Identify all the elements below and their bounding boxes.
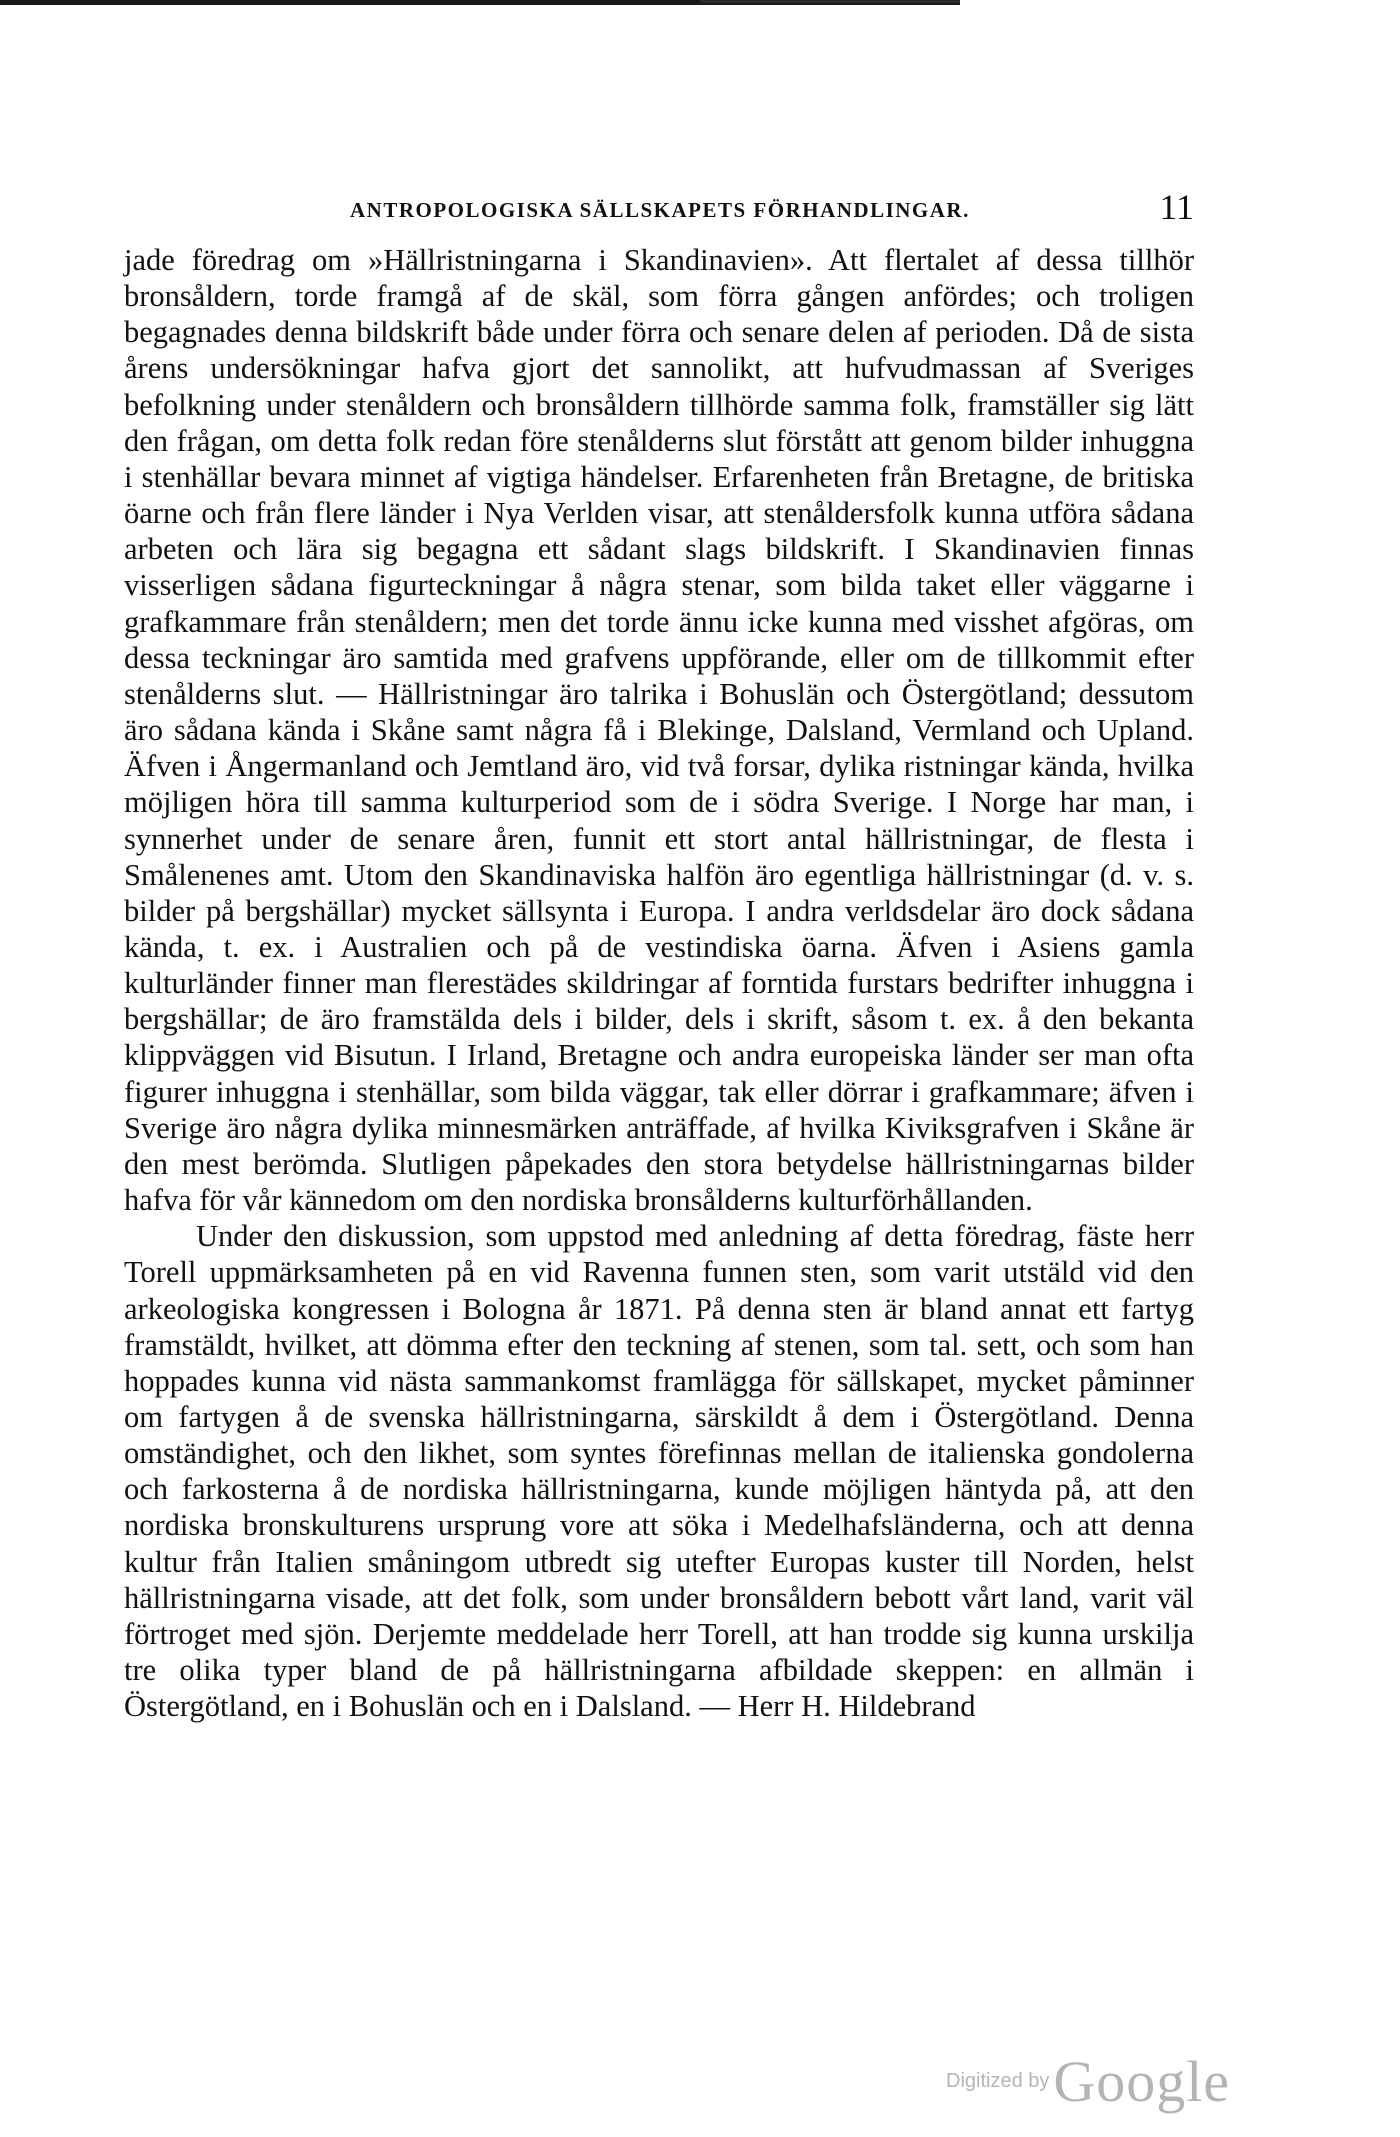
top-edge-rule-secondary <box>700 0 960 3</box>
running-head: ANTROPOLOGISKA SÄLLSKAPETS FÖRHANDLINGAR. <box>350 198 970 222</box>
paragraph-1: jade föredrag om »Hällristningarna i Skandinavien». Att flertalet af dessa tillhör bronsåldern, torde framgå af de skäl, som förra gången anfördes; och troligen begagnades denna bildskrift både under förra och senare delen af perioden. Då de sista årens undersökningar hafva gjort det sannolikt, att hufvudmassan af Sveriges befolkning under stenåldern och bronsåldern tillhörde samma folk, framställer sig lätt den frågan, om detta folk redan före stenålderns slut förstått att genom bilder inhuggna i stenhällar bevara minnet af vigtiga händelser. Erfarenheten från Bretagne, de britiska öarne och från flere länder i Nya Verlden visar, att stenåldersfolk kunna utföra sådana arbeten och lära sig begagna ett sådant slags bildskrift. I Skandinavien finnas visserligen sådana figurteckningar å några stenar, som bilda taket eller väggarne i grafkammare från stenåldern; men det torde ännu icke kunna med visshet afgöras, om dessa teckningar äro samtida med grafvens uppförande, eller om de tillkommit efter stenålderns slut. — Hällristningar äro talrika i Bohuslän och Östergötland; dessutom äro sådana kända i Skåne samt några få i Blekinge, Dalsland, Vermland och Upland. Äfven i Ångermanland och Jemtland äro, vid två forsar, dylika ristningar kända, hvilka möjligen höra till samma kulturperiod som de i södra Sverige. I Norge har man, i synnerhet under de senare åren, funnit ett stort antal hällristningar, de flesta i Smålenenes amt. Utom den Skandinaviska halfön äro egentliga hällristningar (d. v. s. bilder på bergshällar) mycket sällsynta i Europa. I andra verldsdelar äro dock sådana kända, t. ex. i Australien och på de vestindiska öarna. Äfven i Asiens gamla kulturländer finner man flerestädes skildringar af forntida furstars bedrifter inhuggna i bergshällar; de äro framstälda dels i bilder, dels i skrift, såsom t. ex. å den bekanta klippväggen vid Bisutun. I Irland, Bretagne och andra europeiska länder ser man ofta figurer inhuggna i stenhällar, som bilda väggar, tak eller dörrar i grafkammare; äfven i Sverige äro några dylika minnesmärken anträffade, af hvilka Kiviksgrafven i Skåne är den mest berömda. Slutligen påpekades den stora betydelse hällristningarnas bilder hafva för vår kännedom om den nordiska bronsålderns kulturförhållanden. <box>124 243 1194 1218</box>
paragraph-2: Under den diskussion, som uppstod med anledning af detta föredrag, fäste herr Torell uppmärksamheten på en vid Ravenna funnen sten, som varit utstäld vid den arkeologiska kongressen i Bologna år 1871. På denna sten är bland annat ett fartyg framstäldt, hvilket, att dömma efter den teckning af stenen, som tal. sett, och som han hoppades kunna vid nästa sammankomst framlägga för sällskapet, mycket påminner om fartygen å de svenska hällristningarna, särskildt å dem i Östergötland. Denna omständighet, och den likhet, som syntes förefinnas mellan de italienska gondolerna och farkosterna å de nordiska hällristningarna, kunde möjligen häntyda på, att den nordiska bronskulturens ursprung vore att söka i Medelhafsländerna, och att denna kultur från Italien småningom utbredt sig utefter Europas kuster till Norden, helst hällristningarna visade, att det folk, som under bronsåldern bebott vårt land, varit väl förtroget med sjön. Derjemte meddelade herr Torell, att han trodde sig kunna urskilja tre olika typer bland de på hällristningarna afbildade skeppen: en allmän i Östergötland, en i Bohuslän och en i Dalsland. — Herr H. Hildebrand <box>124 1219 1194 1724</box>
page-header <box>124 186 1194 236</box>
google-logo: Google <box>1053 2049 1231 2114</box>
watermark-prefix: Digitized by <box>946 2070 1050 2092</box>
page-number: 11 <box>1159 187 1194 227</box>
digitized-by-google-watermark <box>946 2048 1230 2115</box>
body-text <box>124 242 1194 1724</box>
